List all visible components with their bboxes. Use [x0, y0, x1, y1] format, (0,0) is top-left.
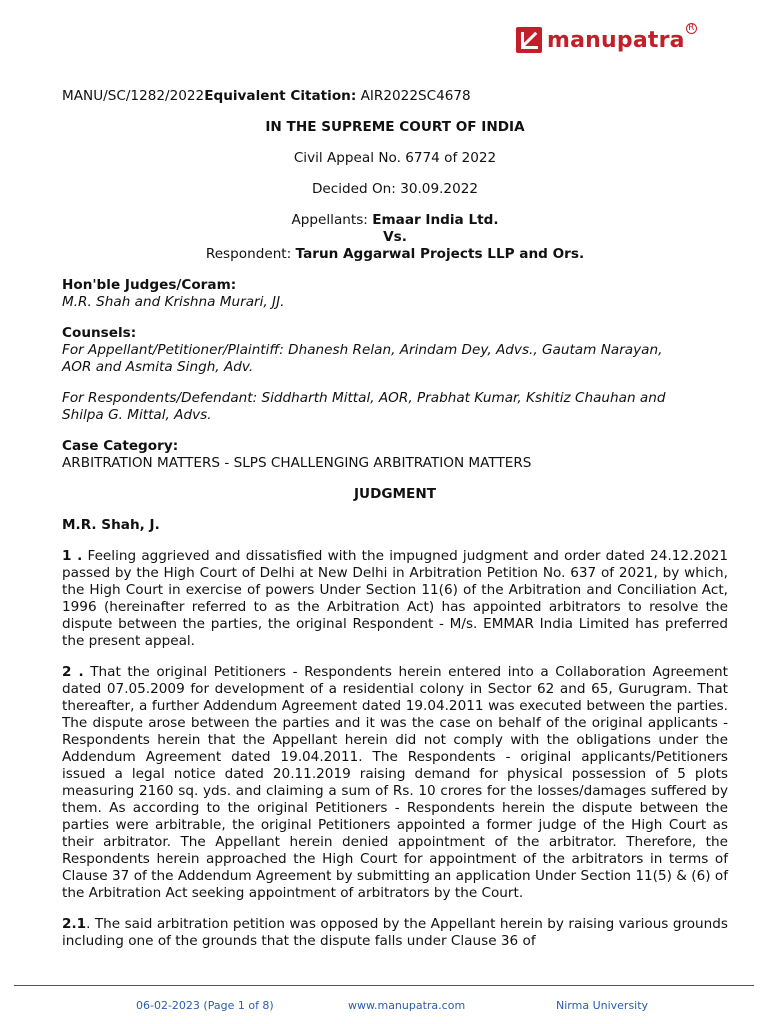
manupatra-logo-icon	[516, 27, 542, 53]
paragraph-1	[62, 548, 728, 650]
appellants-label: Appellants:	[291, 212, 373, 228]
footer-institution: Nirma University	[556, 999, 649, 1012]
decided-date: Decided On: 30.09.2022	[311, 181, 479, 197]
paragraph-2-1-text: . The said arbitration petition was opposed by the Appellant herein by raising various grounds including one of the grounds that the dispute falls under Clause 36 of	[62, 916, 728, 949]
case-category-heading: Case Category:	[62, 438, 179, 454]
registered-mark: R	[686, 23, 697, 34]
paragraph-2	[62, 664, 728, 902]
respondent-line	[62, 246, 728, 263]
respondent-name: Tarun Aggarwal Projects LLP and Ors.	[295, 246, 585, 262]
judges-heading: Hon'ble Judges/Coram:	[62, 277, 237, 293]
judgment-heading: JUDGMENT	[353, 486, 436, 502]
footer-divider	[14, 985, 754, 986]
manu-citation: MANU/SC/1282/2022	[62, 88, 205, 104]
paragraph-1-text: Feeling aggrieved and dissatisfied with the impugned judgment and order dated 24.12.2021 passed by the High Court of Delhi at New Delhi in Arbitration Petition No. 637 of 2021, by which, the High Court in exercise of powers Under Section 11(6) of the Arbitration and Conciliation Act, 1996 (hereinafter referred to as the Arbitration Act) has appointed arbitrators to resolve the dispute between the parties, the original Respondent - M/s. EMMAR India Limited has preferred the present appeal.	[62, 548, 728, 649]
citation-line	[62, 88, 728, 105]
counsel-appellant-line-1: For Appellant/Petitioner/Plaintiff: Dhanesh Relan, Arindam Dey, Advs., Gautam Narayan,	[62, 342, 663, 358]
manupatra-logo	[516, 24, 697, 56]
paragraph-2-number: 2 .	[62, 664, 84, 680]
document-body	[62, 88, 728, 950]
counsels-heading: Counsels:	[62, 325, 137, 341]
paragraph-1-number: 1 .	[62, 548, 83, 564]
respondent-label: Respondent:	[205, 246, 296, 262]
logo-text: manupatra	[547, 27, 685, 53]
court-name: IN THE SUPREME COURT OF INDIA	[265, 119, 525, 135]
equivalent-citation-value: AIR2022SC4678	[356, 88, 471, 104]
equivalent-citation-label: Equivalent Citation:	[204, 88, 357, 104]
case-number: Civil Appeal No. 6774 of 2022	[293, 150, 497, 166]
footer-date-page: 06-02-2023 (Page 1 of 8)	[136, 999, 274, 1012]
appellants-line	[62, 212, 728, 229]
footer-website-link[interactable]: www.manupatra.com	[348, 999, 466, 1012]
paragraph-2-1	[62, 916, 728, 950]
counsel-respondent-line-1: For Respondents/Defendant: Siddharth Mittal, AOR, Prabhat Kumar, Kshitiz Chauhan and	[62, 390, 666, 406]
appellants-name: Emaar India Ltd.	[372, 212, 499, 228]
versus: Vs.	[383, 229, 407, 245]
judgment-author: M.R. Shah, J.	[62, 517, 160, 533]
counsel-respondent-line-2: Shilpa G. Mittal, Advs.	[62, 407, 212, 423]
counsel-appellant-line-2: AOR and Asmita Singh, Adv.	[62, 359, 254, 375]
paragraph-2-1-number: 2.1	[62, 916, 87, 932]
case-category: ARBITRATION MATTERS - SLPS CHALLENGING ARBITRATION MATTERS	[62, 455, 532, 471]
paragraph-2-text: That the original Petitioners - Respondents herein entered into a Collaboration Agreement dated 07.05.2009 for development of a residential colony in Sector 62 and 65, Gurugram. That thereafter, a further Addendum Agreement dated 19.04.2011 was executed between the parties. The dispute arose between the parties and it was the case on behalf of the original applicants - Respondents herein that the Appellant herein did not comply with the obligations under the Addendum Agreement dated 19.04.2011. The Respondents - original applicants/Petitioners issued a legal notice dated 20.11.2019 raising demand for physical possession of 5 plots measuring 2160 sq. yds. and claiming a sum of Rs. 10 crores for the losses/damages suffered by them. As according to the original Petitioners - Respondents herein the dispute between the parties were arbitrable, the original Petitioners appointed a former judge of the High Court as their arbitrator. The Appellant herein denied appointment of the arbitrator. Therefore, the Respondents herein approached the High Court for appointment of the arbitrators in terms of Clause 37 of the Addendum Agreement by submitting an application Under Section 11(5) & (6) of the Arbitration Act seeking appointment of arbitrators by the Court.	[62, 664, 729, 901]
judges-names: M.R. Shah and Krishna Murari, JJ.	[62, 294, 285, 310]
